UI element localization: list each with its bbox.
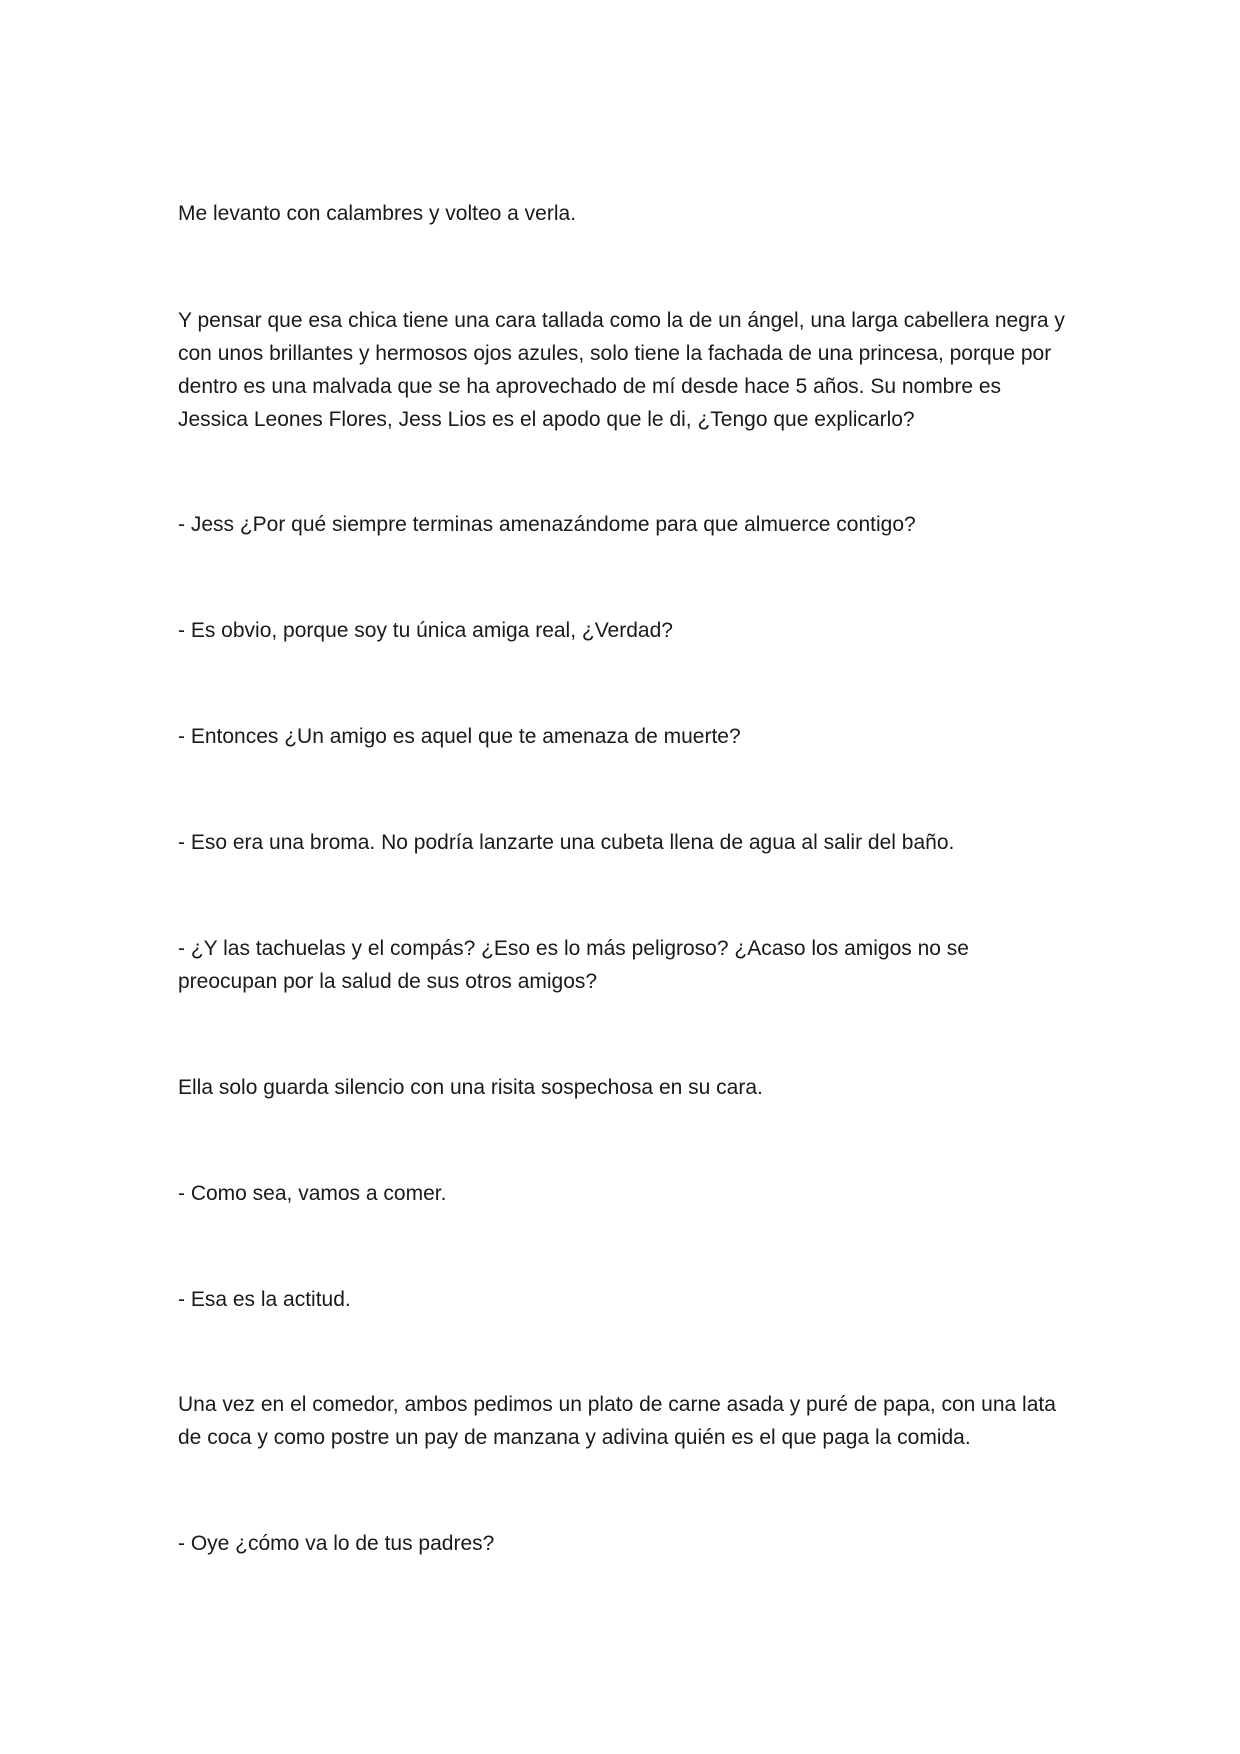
dialogue-line-1: - Jess ¿Por qué siempre terminas amenazándome para que almuerce contigo? <box>178 513 916 536</box>
dialogue-line-7: - Esa es la actitud. <box>178 1288 351 1311</box>
dialogue-line-6: - Como sea, vamos a comer. <box>178 1182 447 1205</box>
dialogue-line-8: - Oye ¿cómo va lo de tus padres? <box>178 1532 495 1555</box>
paragraph-3: Ella solo guarda silencio con una risita sospechosa en su cara. <box>178 1076 763 1099</box>
paragraph-1: Me levanto con calambres y volteo a verla. <box>178 202 577 225</box>
paragraph-2: Y pensar que esa chica tiene una cara tallada como la de un ángel, una larga cabellera negra y con unos brillantes y hermosos ojos azules, solo tiene la fachada de una princesa, porque por dentro es una malvada que se ha aprovechado de mí desde hace 5 años. Su nombre es Jessica Leones Flores, Jess Lios es el apodo que le di, ¿Tengo que explicarlo? <box>178 309 1065 431</box>
dialogue-line-4: - Eso era una broma. No podría lanzarte una cubeta llena de agua al salir del baño. <box>178 831 955 854</box>
dialogue-line-3: - Entonces ¿Un amigo es aquel que te amenaza de muerte? <box>178 725 741 748</box>
paragraph-4: Una vez en el comedor, ambos pedimos un plato de carne asada y puré de papa, con una lata de coca y como postre un pay de manzana y adivina quién es el que paga la comida. <box>178 1393 1056 1449</box>
dialogue-line-2: - Es obvio, porque soy tu única amiga real, ¿Verdad? <box>178 619 673 642</box>
dialogue-line-5: - ¿Y las tachuelas y el compás? ¿Eso es lo más peligroso? ¿Acaso los amigos no se preocupan por la salud de sus otros amigos? <box>178 937 969 993</box>
